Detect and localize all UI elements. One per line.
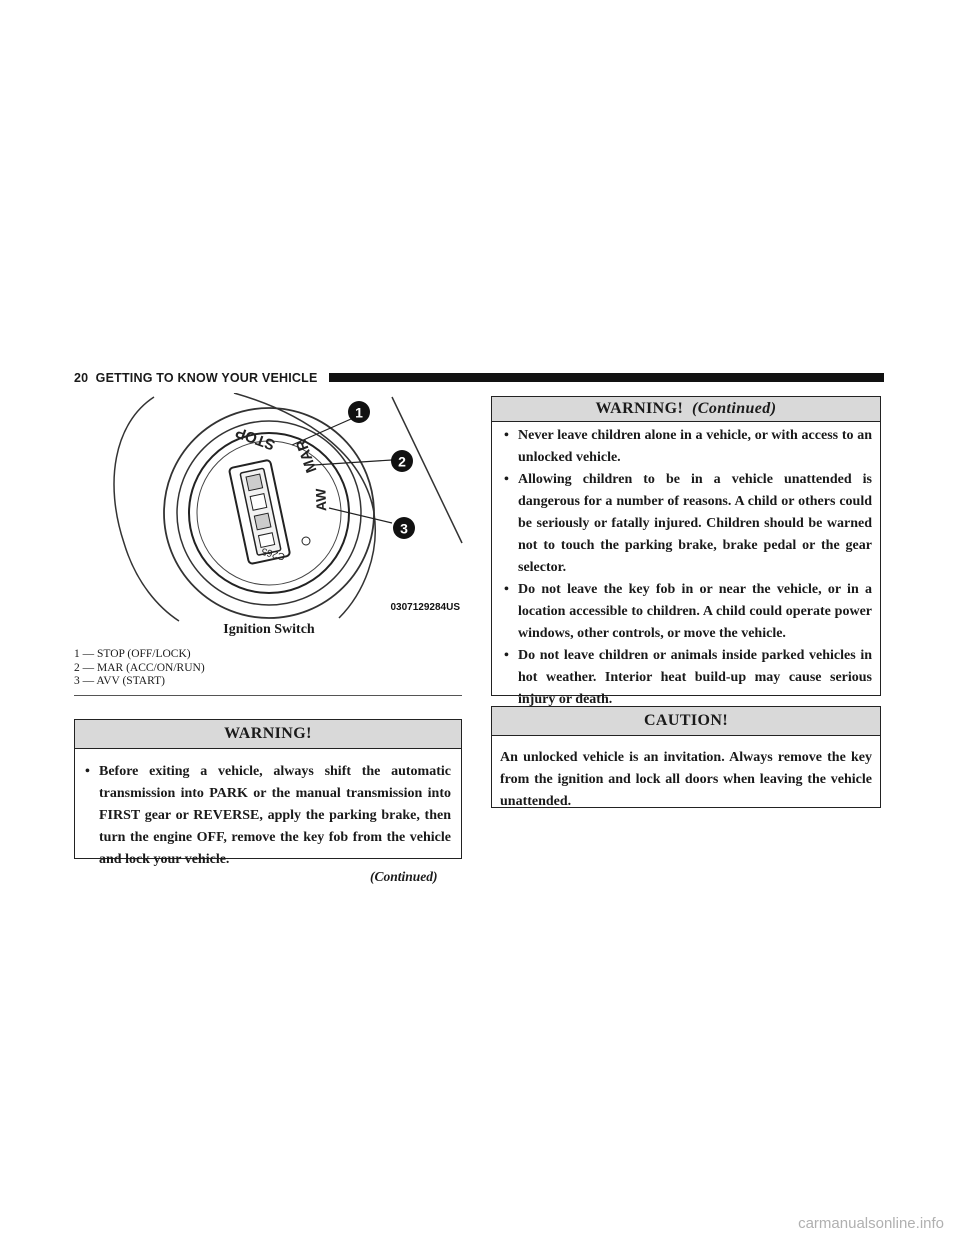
figure-legend	[74, 648, 464, 689]
legend-item-2: 2 — MAR (ACC/ON/RUN)	[74, 661, 205, 674]
legend-rule	[74, 695, 462, 696]
callout-2: 2	[398, 453, 406, 470]
legend-item-1: 1 — STOP (OFF/LOCK)	[74, 648, 191, 660]
caution-box	[491, 706, 881, 808]
stop-label: STOP	[233, 423, 278, 454]
warning-bullet: • Allowing children to be in a vehicle unattended is dangerous for a number of reasons. A child or others could be seriously or fatally injured. Children should be warned not to touch the parking brake, brake pedal or the gear selector.	[504, 472, 872, 575]
warning-body	[75, 749, 461, 871]
mar-label: MAR	[292, 437, 321, 475]
callout-1: 1	[355, 404, 363, 421]
caution-text: An unlocked vehicle is an invitation. Always remove the key from the ignition and lock all doors when leaving the vehicle unattended.	[500, 750, 872, 809]
warning-bullet: • Before exiting a vehicle, always shift the automatic transmission into PARK or the manual transmission into FIRST gear or REVERSE, apply the parking brake, then turn the engine OFF, remove the key fob from the vehicle and lock your vehicle.	[85, 764, 451, 867]
warning-continued-suffix: (Continued)	[692, 400, 777, 417]
warning-continued-title: WARNING! (Continued)	[492, 397, 880, 422]
header-rule	[329, 373, 884, 382]
callout-3: 3	[400, 520, 408, 537]
figure-caption: Ignition Switch	[223, 622, 315, 637]
watermark: carmanualsonline.info	[798, 1215, 944, 1232]
ignition-switch-illustration	[74, 393, 464, 643]
warning-title: WARNING!	[75, 720, 461, 749]
section-title: GETTING TO KNOW YOUR VEHICLE	[95, 371, 318, 385]
warning-bullet-text: Never leave children alone in a vehicle, or with access to an unlocked vehicle.	[518, 428, 872, 465]
page-number: 20	[74, 371, 89, 385]
continued-note: (Continued)	[370, 869, 438, 884]
warning-bullet-text: Allowing children to be in a vehicle unattended is dangerous for a number of reasons. A child or others could be seriously or fatally injured. Children should be warned not to touch the parking brake, brake pedal or the gear selector.	[518, 472, 872, 575]
caution-title: CAUTION!	[492, 707, 880, 736]
warning-bullet: • Do not leave children or animals inside parked vehicles in hot weather. Interior heat build-up may cause serious injury or death.	[504, 648, 872, 707]
warning-continued-body	[492, 422, 880, 711]
warning-continued-box	[491, 396, 881, 707]
image-code: 0307129284US	[390, 602, 460, 613]
warning-box	[74, 719, 462, 867]
warning-bullet-text: Do not leave children or animals inside parked vehicles in hot weather. Interior heat build-up may cause serious injury or death.	[518, 648, 872, 707]
header-text	[74, 370, 318, 386]
page-header	[74, 370, 884, 386]
warning-bullet-text: Do not leave the key fob in or near the vehicle, or in a location accessible to children. A child could operate power windows, other controls, or move the vehicle.	[518, 582, 872, 641]
aw-label: AW	[312, 488, 330, 512]
ignition-switch-figure	[74, 393, 464, 643]
legend-item-3: 3 — AVV (START)	[74, 675, 165, 687]
warning-bullet: • Never leave children alone in a vehicle, or with access to an unlocked vehicle.	[504, 428, 872, 465]
warning-bullet-text: Before exiting a vehicle, always shift the automatic transmission into PARK or the manual transmission into FIRST gear or REVERSE, apply the parking brake, then turn the engine OFF, remove the key fob from the vehicle and lock your vehicle.	[99, 764, 451, 867]
warning-bullet: • Do not leave the key fob in or near the vehicle, or in a location accessible to children. A child could operate power windows, other controls, or move the vehicle.	[504, 582, 872, 641]
code-label: C265	[260, 545, 287, 562]
